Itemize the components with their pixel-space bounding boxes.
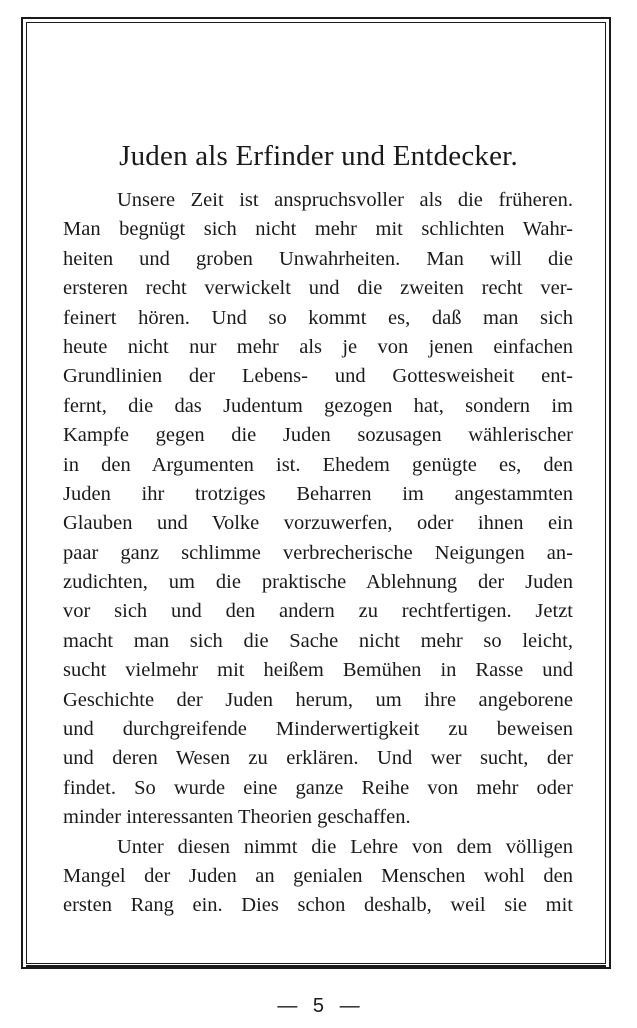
text-line: und deren Wesen zu erklären. Und wer sucht, der xyxy=(63,747,573,770)
text-line: Juden ihr trotziges Beharren im angestammten xyxy=(63,482,573,505)
page-number: — 5 — xyxy=(277,995,360,1017)
text-line: findet. So wurde eine ganze Reihe von mehr oder xyxy=(63,776,573,799)
text-line: und durchgreifende Minderwertigkeit zu beweisen xyxy=(63,718,573,741)
text-line: Mangel der Juden an genialen Menschen wohl den xyxy=(63,864,573,887)
text-line: zudichten, um die praktische Ablehnung der Juden xyxy=(63,571,573,594)
text-line: Grundlinien der Lebens- und Gottesweisheit ent- xyxy=(63,365,573,388)
text-line: Man begnügt sich nicht mehr mit schlichten Wahr- xyxy=(63,218,573,241)
text-line: sucht vielmehr mit heißem Bemühen in Rasse und xyxy=(63,659,573,682)
text-line: paar ganz schlimme verbrecherische Neigungen an- xyxy=(63,541,573,564)
text-line: heiten und groben Unwahrheiten. Man will die xyxy=(63,247,573,270)
page-border-bottom-rule xyxy=(26,965,606,967)
body-text xyxy=(63,186,573,921)
text-line: Unter diesen nimmt die Lehre von dem völligen xyxy=(117,835,573,858)
text-line: minder interessanten Theorien geschaffen. xyxy=(63,806,411,829)
text-line: ersteren recht verwickelt und die zweiten recht ver- xyxy=(63,277,573,300)
text-line: heute nicht nur mehr als je von jenen einfachen xyxy=(63,335,573,358)
text-line: feinert hören. Und so kommt es, daß man sich xyxy=(63,306,573,329)
text-line: Unsere Zeit ist anspruchsvoller als die früheren. xyxy=(117,189,573,211)
text-line: fernt, die das Judentum gezogen hat, sondern im xyxy=(63,394,573,417)
text-line: vor sich und den andern zu rechtfertigen. Jetzt xyxy=(63,600,573,623)
text-line: Kampfe gegen die Juden sozusagen wählerischer xyxy=(63,424,573,447)
text-line: macht man sich die Sache nicht mehr so leicht, xyxy=(63,629,573,652)
text-line: Glauben und Volke vorzuwerfen, oder ihnen ein xyxy=(63,512,573,535)
text-line: in den Argumenten ist. Ehedem genügte es, den xyxy=(63,453,573,476)
text-line: ersten Rang ein. Dies schon deshalb, weil sie mit xyxy=(63,894,573,917)
text-line: Geschichte der Juden herum, um ihre angeborene xyxy=(63,688,573,711)
page-title: Juden als Erfinder und Entdecker. xyxy=(119,140,518,172)
